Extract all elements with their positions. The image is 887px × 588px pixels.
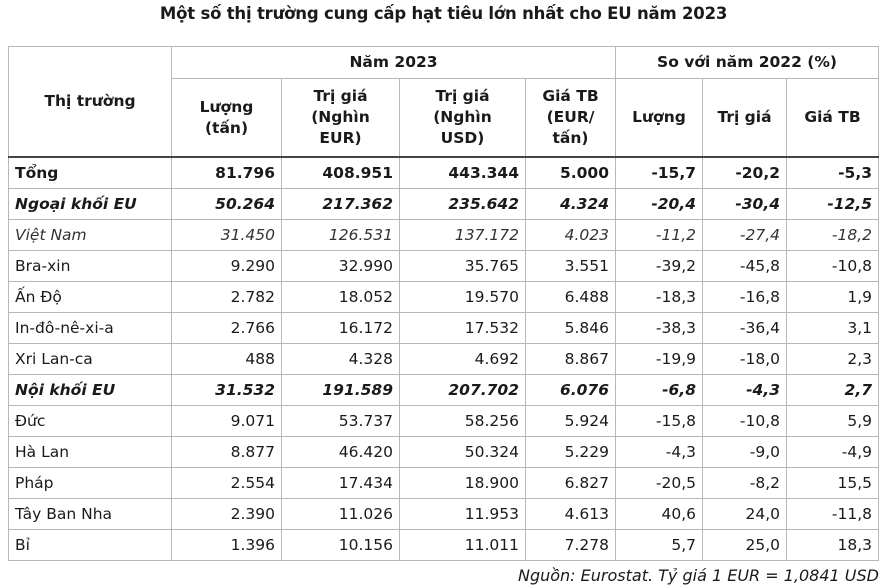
- value-cell: 1.396: [172, 529, 282, 560]
- market-name-cell: Pháp: [9, 467, 172, 498]
- value-cell: 2,3: [787, 343, 879, 374]
- value-cell: 11.953: [400, 498, 526, 529]
- value-cell: 31.450: [172, 219, 282, 250]
- value-cell: 2,7: [787, 374, 879, 405]
- value-cell: -4,9: [787, 436, 879, 467]
- value-cell: 217.362: [282, 188, 400, 219]
- value-cell: 207.702: [400, 374, 526, 405]
- value-cell: 16.172: [282, 312, 400, 343]
- value-cell: -45,8: [703, 250, 787, 281]
- market-name-cell: Việt Nam: [9, 219, 172, 250]
- value-cell: 488: [172, 343, 282, 374]
- market-column-header: Thị trường: [9, 47, 172, 158]
- value-cell: 408.951: [282, 157, 400, 188]
- table-row: [9, 467, 879, 498]
- table-row: [9, 498, 879, 529]
- value-cell: -18,2: [787, 219, 879, 250]
- value-cell: 137.172: [400, 219, 526, 250]
- value-cell: 58.256: [400, 405, 526, 436]
- value-cell: -12,5: [787, 188, 879, 219]
- source-note: Nguồn: Eurostat. Tỷ giá 1 EUR = 1,0841 USD: [517, 566, 879, 585]
- value-cell: -38,3: [616, 312, 703, 343]
- value-cell: 18.900: [400, 467, 526, 498]
- value-cell: 4.328: [282, 343, 400, 374]
- value-cell: 18,3: [787, 529, 879, 560]
- value-cell: -4,3: [616, 436, 703, 467]
- market-name-cell: Bỉ: [9, 529, 172, 560]
- value-cell: 126.531: [282, 219, 400, 250]
- value-cell: 6.827: [526, 467, 616, 498]
- table-row: [9, 281, 879, 312]
- value-cell: 4.324: [526, 188, 616, 219]
- value-cell: -18,3: [616, 281, 703, 312]
- value-usd-header: Trị giá (Nghìn USD): [400, 79, 526, 158]
- value-cell: 24,0: [703, 498, 787, 529]
- value-cell: 3.551: [526, 250, 616, 281]
- value-cell: 11.026: [282, 498, 400, 529]
- value-cell: 9.071: [172, 405, 282, 436]
- value-cell: 15,5: [787, 467, 879, 498]
- value-cell: -39,2: [616, 250, 703, 281]
- table-row: [9, 405, 879, 436]
- table-title: Một số thị trường cung cấp hạt tiêu lớn nhất cho EU năm 2023: [159, 4, 728, 23]
- table-row: [9, 188, 879, 219]
- value-cell: 31.532: [172, 374, 282, 405]
- value-cell: 1,9: [787, 281, 879, 312]
- value-cell: 19.570: [400, 281, 526, 312]
- value-cell: -11,2: [616, 219, 703, 250]
- quantity-header: Lượng (tấn): [172, 79, 282, 158]
- market-name-cell: Ấn Độ: [9, 281, 172, 312]
- value-cell: -20,4: [616, 188, 703, 219]
- value-cell: 9.290: [172, 250, 282, 281]
- value-cell: 40,6: [616, 498, 703, 529]
- value-cell: 10.156: [282, 529, 400, 560]
- value-cell: 46.420: [282, 436, 400, 467]
- value-cell: 18.052: [282, 281, 400, 312]
- value-cell: 443.344: [400, 157, 526, 188]
- value-cell: 2.390: [172, 498, 282, 529]
- market-name-cell: In-đô-nê-xi-a: [9, 312, 172, 343]
- value-cell: 50.324: [400, 436, 526, 467]
- value-cell: 5,7: [616, 529, 703, 560]
- value-cell: 7.278: [526, 529, 616, 560]
- value-cell: -18,0: [703, 343, 787, 374]
- value-cell: -5,3: [787, 157, 879, 188]
- market-name-cell: Xri Lan-ca: [9, 343, 172, 374]
- market-name-cell: Bra-xin: [9, 250, 172, 281]
- value-cell: -6,8: [616, 374, 703, 405]
- value-cell: 8.867: [526, 343, 616, 374]
- value-cell: -16,8: [703, 281, 787, 312]
- value-cell: 6.488: [526, 281, 616, 312]
- value-cell: 32.990: [282, 250, 400, 281]
- value-cell: -10,8: [787, 250, 879, 281]
- value-cell: 235.642: [400, 188, 526, 219]
- value-cell: 4.613: [526, 498, 616, 529]
- table-row: [9, 219, 879, 250]
- avg-price-header: Giá TB (EUR/ tấn): [526, 79, 616, 158]
- market-name-cell: Nội khối EU: [9, 374, 172, 405]
- table-row: [9, 343, 879, 374]
- value-cell: 4.023: [526, 219, 616, 250]
- value-cell: 53.737: [282, 405, 400, 436]
- market-name-cell: Tổng: [9, 157, 172, 188]
- value-cell: 3,1: [787, 312, 879, 343]
- value-cell: -36,4: [703, 312, 787, 343]
- value-cell: 11.011: [400, 529, 526, 560]
- value-cell: 5.000: [526, 157, 616, 188]
- value-cell: 191.589: [282, 374, 400, 405]
- value-cell: 5.229: [526, 436, 616, 467]
- value-cell: -27,4: [703, 219, 787, 250]
- table-row: [9, 250, 879, 281]
- value-cell: 8.877: [172, 436, 282, 467]
- value-cell: -15,8: [616, 405, 703, 436]
- value-cell: 50.264: [172, 188, 282, 219]
- value-cell: 81.796: [172, 157, 282, 188]
- market-name-cell: Tây Ban Nha: [9, 498, 172, 529]
- value-cell: -11,8: [787, 498, 879, 529]
- table-row: [9, 436, 879, 467]
- market-name-cell: Đức: [9, 405, 172, 436]
- value-cell: -8,2: [703, 467, 787, 498]
- value-eur-header: Trị giá (Nghìn EUR): [282, 79, 400, 158]
- value-cell: 17.434: [282, 467, 400, 498]
- value-cell: 25,0: [703, 529, 787, 560]
- value-cell: 4.692: [400, 343, 526, 374]
- value-cell: -19,9: [616, 343, 703, 374]
- table-row: [9, 374, 879, 405]
- market-name-cell: Ngoại khối EU: [9, 188, 172, 219]
- value-cell: -10,8: [703, 405, 787, 436]
- table-row: [9, 157, 879, 188]
- value-cell: -15,7: [616, 157, 703, 188]
- quantity-change-header: Lượng: [616, 79, 703, 158]
- value-cell: 17.532: [400, 312, 526, 343]
- value-cell: 5.846: [526, 312, 616, 343]
- price-change-header: Giá TB: [787, 79, 879, 158]
- value-cell: 35.765: [400, 250, 526, 281]
- value-cell: -4,3: [703, 374, 787, 405]
- pepper-market-table: [8, 46, 879, 561]
- value-cell: 2.766: [172, 312, 282, 343]
- value-change-header: Trị giá: [703, 79, 787, 158]
- value-cell: -20,5: [616, 467, 703, 498]
- year-2023-group-header: Năm 2023: [172, 47, 616, 79]
- value-cell: 2.554: [172, 467, 282, 498]
- value-cell: 5.924: [526, 405, 616, 436]
- value-cell: 5,9: [787, 405, 879, 436]
- table-row: [9, 312, 879, 343]
- value-cell: -30,4: [703, 188, 787, 219]
- value-cell: -9,0: [703, 436, 787, 467]
- value-cell: 6.076: [526, 374, 616, 405]
- market-name-cell: Hà Lan: [9, 436, 172, 467]
- table-row: [9, 529, 879, 560]
- value-cell: -20,2: [703, 157, 787, 188]
- value-cell: 2.782: [172, 281, 282, 312]
- vs-2022-group-header: So với năm 2022 (%): [616, 47, 879, 79]
